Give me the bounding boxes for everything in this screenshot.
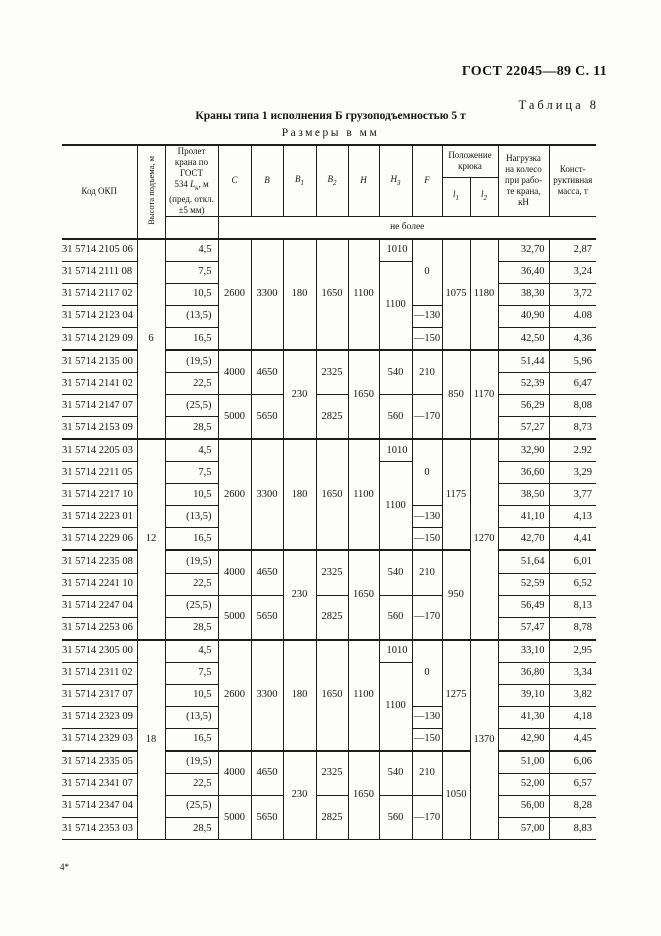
l1-cell: 950 [442,550,470,639]
wheel-load-cell: 36,40 [498,261,549,283]
B2-cell: 1650 [316,439,348,550]
wheel-load-cell: 52,00 [498,773,549,795]
span-cell: 4,5 [165,640,218,663]
wheel-load-cell: 42,70 [498,528,549,551]
F-cell: —170 [412,395,442,440]
column-header-F: F [412,145,442,216]
mass-cell: 6,57 [549,773,596,795]
wheel-load-cell: 41,10 [498,506,549,528]
span-cell: 22,5 [165,573,218,595]
H3-cell: 1100 [379,462,412,551]
wheel-load-cell: 36,60 [498,462,549,484]
column-header-hook: Положение крюка [442,145,498,177]
wheel-load-cell: 56,29 [498,395,549,417]
B2-cell: 1650 [316,239,348,350]
okp-code-cell: 31 5714 2353 03 [62,818,137,840]
B-cell: 5650 [251,595,283,640]
C-cell: 4000 [218,350,251,395]
B1-cell: 230 [283,751,316,840]
okp-code-cell: 31 5714 2117 02 [62,283,137,305]
mass-cell: 6,01 [549,550,596,573]
mass-cell: 6,06 [549,751,596,774]
span-cell: (25,5) [165,595,218,617]
mass-cell: 2,87 [549,239,596,262]
F-cell: —130 [412,506,442,528]
C-cell: 5000 [218,595,251,640]
okp-code-cell: 31 5714 2229 06 [62,528,137,551]
F-cell: —150 [412,327,442,350]
l1-cell: 1075 [442,239,470,350]
mass-cell: 8,08 [549,395,596,417]
column-header-B2: $B_2$ [316,145,348,216]
mass-cell: 4,18 [549,706,596,728]
mass-cell: 8,73 [549,417,596,440]
mass-cell: 8,28 [549,795,596,817]
l2-cell: 1170 [470,350,498,439]
crane-dimensions-table [62,144,596,840]
B1-cell: 230 [283,550,316,639]
table-title: Краны типа 1 исполнения Б грузоподъемностью 5 т [195,110,466,122]
column-header-B1: $B_1$ [283,145,316,216]
B2-cell: 2325 [316,751,348,796]
span-cell: 28,5 [165,818,218,840]
okp-code-cell: 31 5714 2223 01 [62,506,137,528]
wheel-load-cell: 52,59 [498,573,549,595]
B2-cell: 1650 [316,640,348,751]
B1-cell: 180 [283,239,316,350]
okp-code-cell: 31 5714 2153 09 [62,417,137,440]
F-cell: 0 [412,439,442,506]
lift-height-cell: 6 [137,239,165,439]
mass-cell: 6,52 [549,573,596,595]
mass-cell: 5,96 [549,350,596,373]
page-header: ГОСТ 22045—89 С. 11 [461,64,607,79]
C-cell: 4000 [218,550,251,595]
mass-cell: 3,24 [549,261,596,283]
F-cell: —150 [412,528,442,551]
mass-cell: 4,45 [549,728,596,751]
okp-code-cell: 31 5714 2147 07 [62,395,137,417]
C-cell: 2600 [218,640,251,751]
span-cell: 4,5 [165,439,218,462]
l1-cell: 1275 [442,640,470,751]
table-row [62,239,596,262]
B-cell: 5650 [251,395,283,440]
mass-cell: 3,72 [549,283,596,305]
H-cell: 1650 [348,751,379,840]
B-cell: 3300 [251,640,283,751]
wheel-load-cell: 40,90 [498,305,549,327]
span-cell: 28,5 [165,417,218,440]
wheel-load-cell: 56,00 [498,795,549,817]
span-cell: 7,5 [165,462,218,484]
okp-code-cell: 31 5714 2141 02 [62,373,137,395]
mass-cell: 3,77 [549,484,596,506]
H-cell: 1100 [348,439,379,550]
wheel-load-cell: 51,00 [498,751,549,774]
wheel-load-cell: 36,80 [498,662,549,684]
mass-cell: 8,13 [549,595,596,617]
footnote: 4* [60,862,69,872]
span-cell: 28,5 [165,617,218,640]
okp-code-cell: 31 5714 2347 04 [62,795,137,817]
mass-cell: 4,13 [549,506,596,528]
B2-cell: 2325 [316,350,348,395]
span-cell: (19,5) [165,350,218,373]
F-cell: —150 [412,728,442,751]
C-cell: 2600 [218,439,251,550]
F-cell: 210 [412,751,442,796]
lift-height-cell: 12 [137,439,165,639]
column-header-height: Высота подъема, м [137,145,165,239]
H3-cell: 560 [379,795,412,839]
F-cell: —130 [412,706,442,728]
okp-code-cell: 31 5714 2129 09 [62,327,137,350]
mass-cell: 3,29 [549,462,596,484]
span-cell: 7,5 [165,662,218,684]
span-cell: 16,5 [165,528,218,551]
l1-cell: 1175 [442,439,470,550]
H3-cell: 1010 [379,439,412,462]
B2-cell: 2325 [316,550,348,595]
column-header-H3: $H_3$ [379,145,412,216]
H-cell: 1650 [348,550,379,639]
span-cell: 7,5 [165,261,218,283]
column-header-H: H [348,145,379,216]
H-cell: 1100 [348,239,379,350]
column-header-B: B [251,145,283,216]
wheel-load-cell: 57,27 [498,417,549,440]
mass-cell: 6,47 [549,373,596,395]
C-cell: 4000 [218,751,251,796]
wheel-load-cell: 42,50 [498,327,549,350]
column-header-l1: $l_1$ [442,177,470,216]
okp-code-cell: 31 5714 2105 06 [62,239,137,262]
table-row [62,439,596,462]
l1-cell: 1050 [442,751,470,840]
F-cell: —130 [412,305,442,327]
span-cell: (13,5) [165,506,218,528]
H3-cell: 560 [379,595,412,640]
l2-cell: 1180 [470,239,498,350]
H3-cell: 1100 [379,662,412,751]
wheel-load-cell: 32,90 [498,439,549,462]
wheel-load-cell: 42,90 [498,728,549,751]
F-cell: 210 [412,350,442,395]
okp-code-cell: 31 5714 2317 07 [62,684,137,706]
F-cell: 0 [412,239,442,306]
column-header-mass: Конст- руктивная масса, т [549,145,596,216]
C-cell: 5000 [218,795,251,839]
column-header-span: Пролет крана по ГОСТ 534 $L_к$, м (пред. откл. ±5 мм) [165,145,218,216]
B1-cell: 180 [283,439,316,550]
mass-cell: 3,82 [549,684,596,706]
okp-code-cell: 31 5714 2305 00 [62,640,137,663]
mass-cell: 4,36 [549,327,596,350]
wheel-load-cell: 51,44 [498,350,549,373]
okp-code-cell: 31 5714 2235 08 [62,550,137,573]
wheel-load-cell: 39,10 [498,684,549,706]
span-cell: 22,5 [165,773,218,795]
B2-cell: 2825 [316,795,348,839]
okp-code-cell: 31 5714 2335 05 [62,751,137,774]
wheel-load-cell: 38,50 [498,484,549,506]
wheel-load-cell: 33,10 [498,640,549,663]
H-cell: 1650 [348,350,379,439]
okp-code-cell: 31 5714 2241 10 [62,573,137,595]
H3-cell: 1010 [379,239,412,262]
okp-code-cell: 31 5714 2311 02 [62,662,137,684]
F-cell: —170 [412,795,442,839]
l2-cell: 1270 [470,439,498,639]
table-subtitle: Размеры в мм [281,127,380,139]
F-cell: 210 [412,550,442,595]
column-header-code: Код ОКП [62,145,137,239]
mass-cell: 4.08 [549,305,596,327]
span-cell: 10,5 [165,684,218,706]
span-cell: (25,5) [165,395,218,417]
wheel-load-cell: 52,39 [498,373,549,395]
B1-cell: 180 [283,640,316,751]
mass-cell: 8,78 [549,617,596,640]
wheel-load-cell: 57,47 [498,617,549,640]
span-cell: (13,5) [165,706,218,728]
okp-code-cell: 31 5714 2329 03 [62,728,137,751]
span-cell: 10,5 [165,484,218,506]
C-cell: 5000 [218,395,251,440]
mass-cell: 8,83 [549,818,596,840]
C-cell: 2600 [218,239,251,350]
okp-code-cell: 31 5714 2211 05 [62,462,137,484]
l2-cell: 1370 [470,640,498,840]
okp-code-cell: 31 5714 2123 04 [62,305,137,327]
wheel-load-cell: 56,49 [498,595,549,617]
B1-cell: 230 [283,350,316,439]
mass-cell: 2.92 [549,439,596,462]
H3-cell: 1010 [379,640,412,663]
okp-code-cell: 31 5714 2205 03 [62,439,137,462]
lift-height-cell: 18 [137,640,165,840]
table-number: Таблица 8 [518,98,599,112]
mass-cell: 4,41 [549,528,596,551]
B-cell: 4650 [251,751,283,796]
not-more-label: не более [218,216,596,239]
wheel-load-cell: 32,70 [498,239,549,262]
wheel-load-cell: 41,30 [498,706,549,728]
B-cell: 3300 [251,439,283,550]
span-cell: (19,5) [165,550,218,573]
F-cell: 0 [412,640,442,707]
okp-code-cell: 31 5714 2323 09 [62,706,137,728]
mass-cell: 2,95 [549,640,596,663]
l1-cell: 850 [442,350,470,439]
span-cell: 16,5 [165,327,218,350]
okp-code-cell: 31 5714 2253 06 [62,617,137,640]
wheel-load-cell: 51,64 [498,550,549,573]
column-header-load: Нагрузка на колесо при рабо- те крана, кН [498,145,549,216]
H3-cell: 540 [379,350,412,395]
F-cell: —170 [412,595,442,640]
span-cell: (25,5) [165,795,218,817]
wheel-load-cell: 38,30 [498,283,549,305]
span-cell: 22,5 [165,373,218,395]
B-cell: 5650 [251,795,283,839]
span-cell: 4,5 [165,239,218,262]
span-cell: 10,5 [165,283,218,305]
H3-cell: 1100 [379,261,412,350]
okp-code-cell: 31 5714 2217 10 [62,484,137,506]
span-cell: 16,5 [165,728,218,751]
okp-code-cell: 31 5714 2135 00 [62,350,137,373]
H3-cell: 560 [379,395,412,440]
H3-cell: 540 [379,550,412,595]
column-header-C: C [218,145,251,216]
okp-code-cell: 31 5714 2247 04 [62,595,137,617]
okp-code-cell: 31 5714 2341 07 [62,773,137,795]
H3-cell: 540 [379,751,412,796]
B2-cell: 2825 [316,395,348,440]
column-header-l2: $l_2$ [470,177,498,216]
span-cell: (13,5) [165,305,218,327]
B-cell: 4650 [251,350,283,395]
H-cell: 1100 [348,640,379,751]
table-row [62,640,596,663]
okp-code-cell: 31 5714 2111 08 [62,261,137,283]
B2-cell: 2825 [316,595,348,640]
span-cell: (19,5) [165,751,218,774]
B-cell: 3300 [251,239,283,350]
mass-cell: 3,34 [549,662,596,684]
B-cell: 4650 [251,550,283,595]
wheel-load-cell: 57,00 [498,818,549,840]
